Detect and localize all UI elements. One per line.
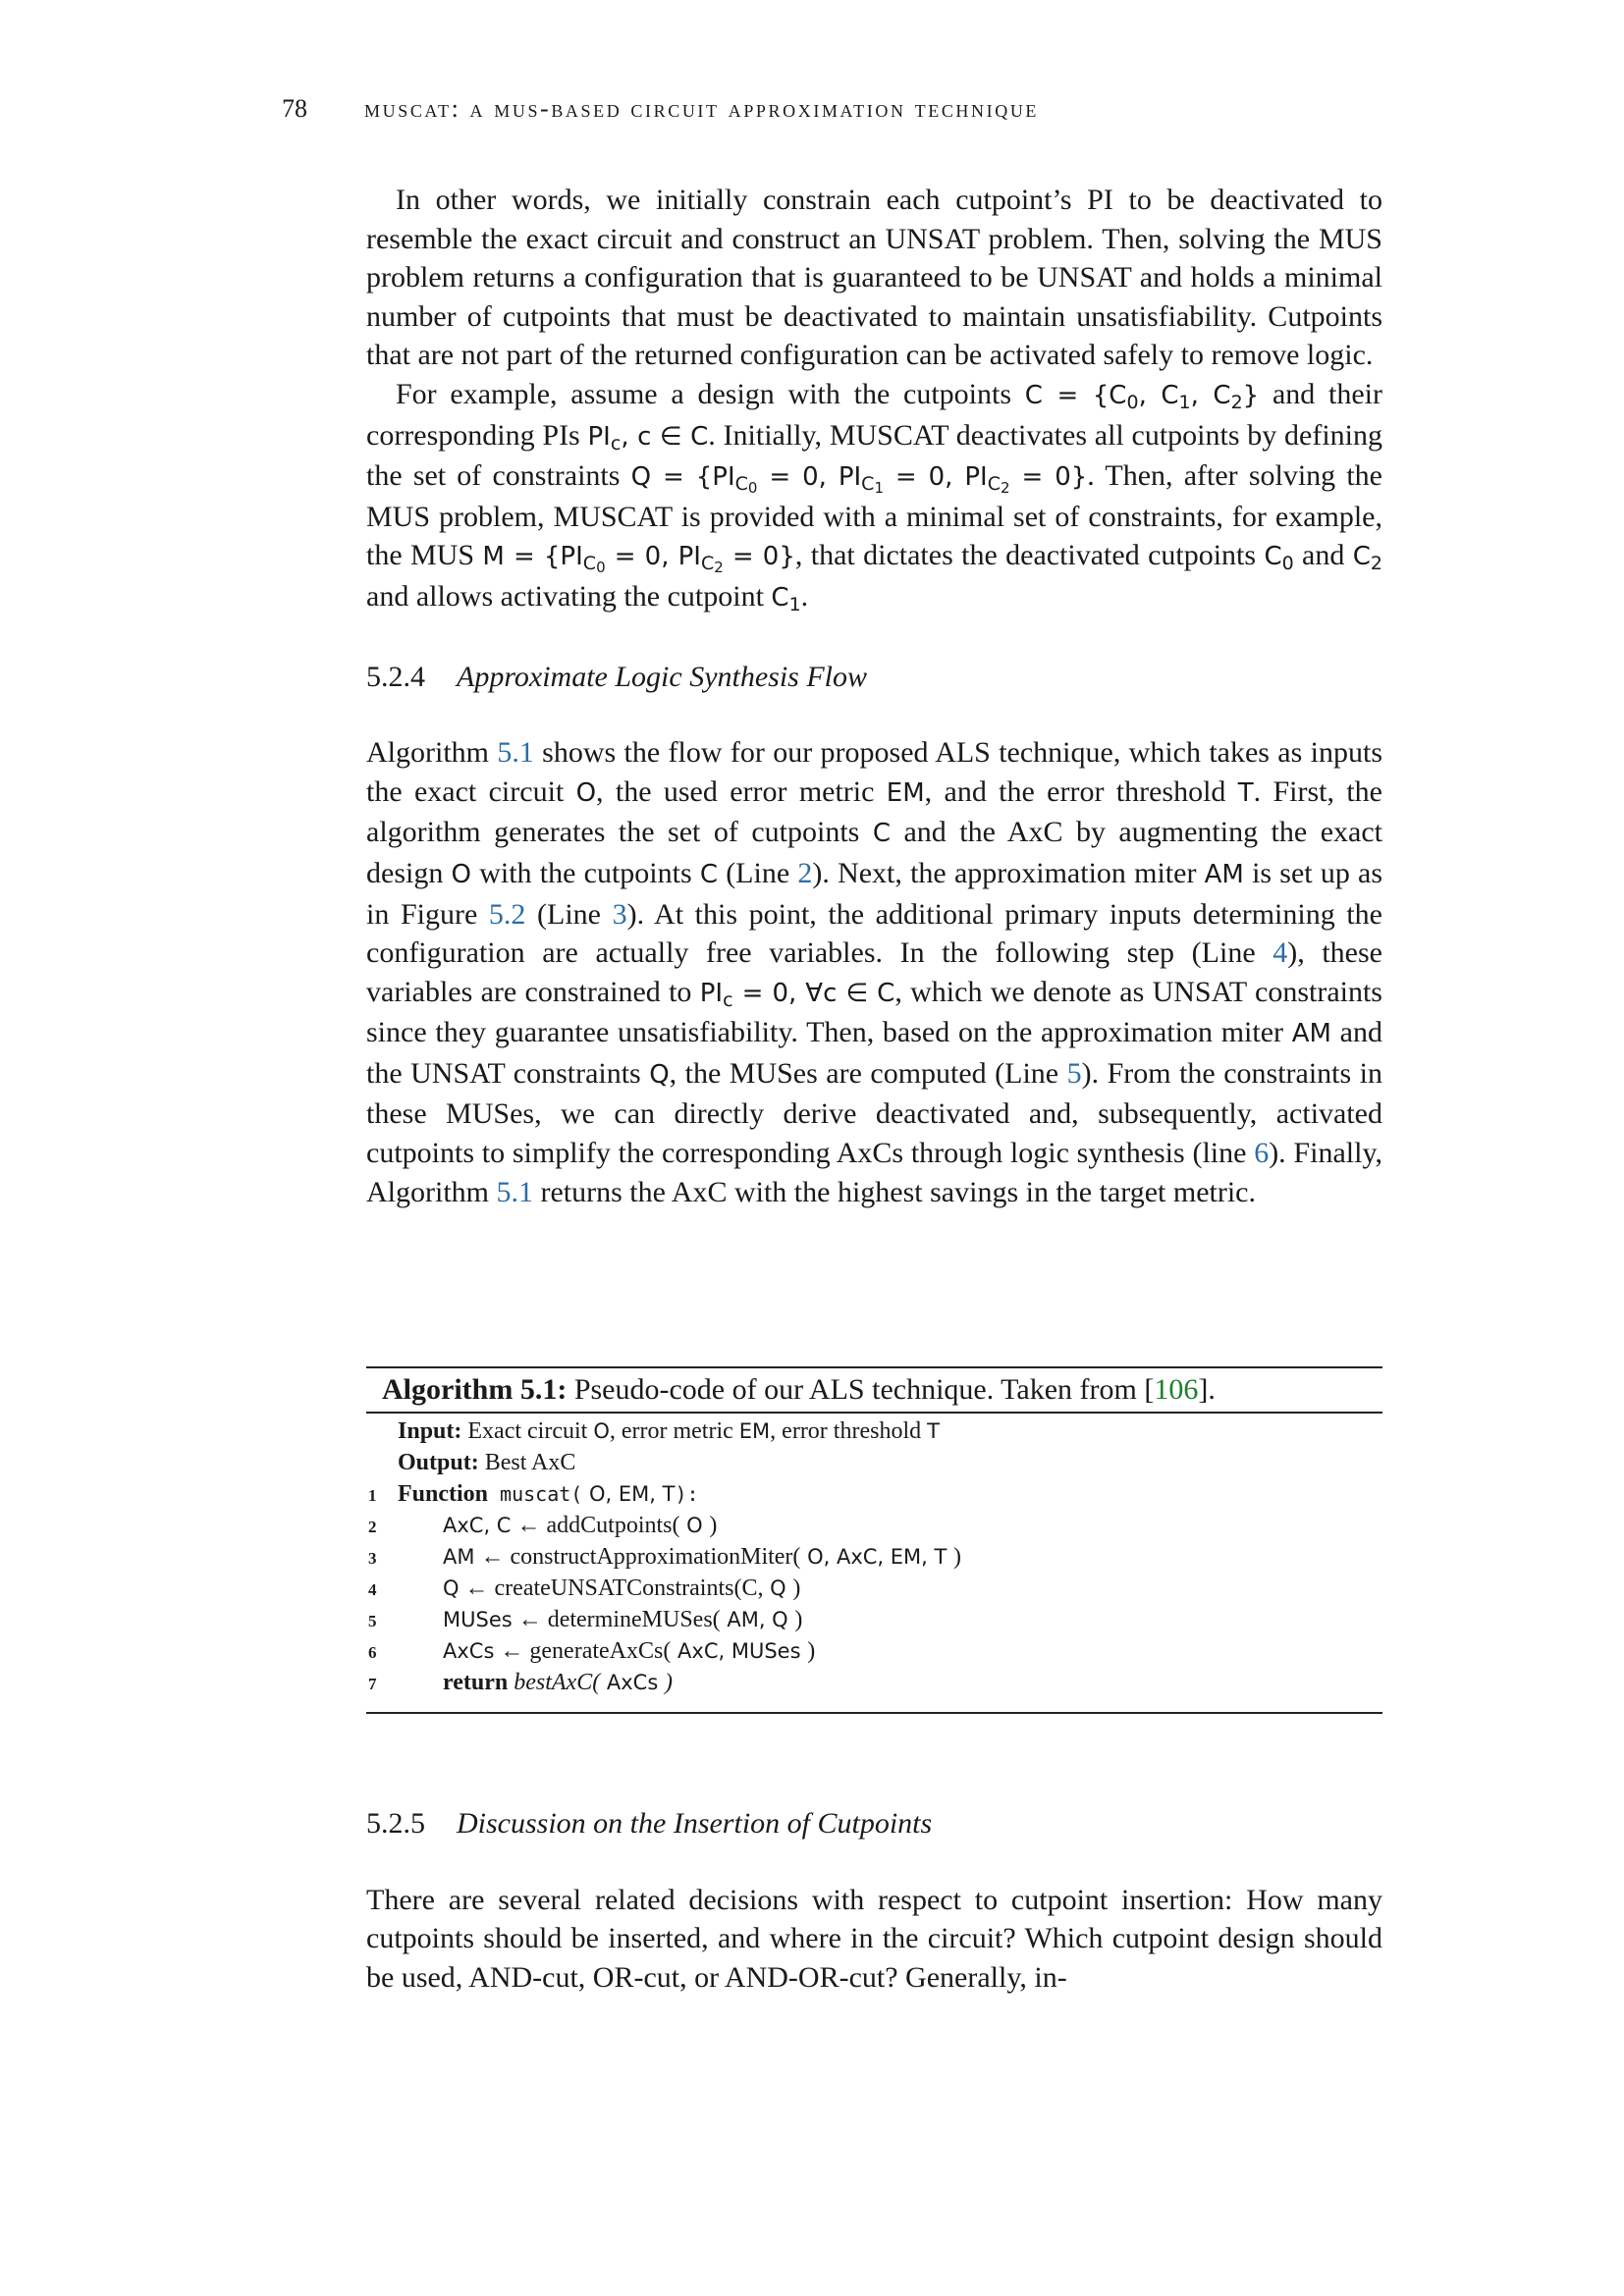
- running-title: muscat: a mus-based circuit approximation technique: [364, 94, 1040, 123]
- algorithm-line: 3 AM ← constructApproximationMiter( O, AxC, EM, T ): [368, 1544, 962, 1570]
- section-heading-5-2-5: [366, 1804, 1382, 1843]
- algorithm-line: 2 AxC, C ← addCutpoints( O ): [368, 1513, 718, 1538]
- algorithm-line: 5 MUSes ← determineMUSes( AM, Q ): [368, 1607, 803, 1632]
- algorithm-ref-link[interactable]: 5.1: [497, 736, 534, 770]
- algorithm-line: 7 return bestAxC( AxCs ): [368, 1670, 673, 1695]
- figure-ref-link[interactable]: 5.2: [488, 897, 526, 931]
- algorithm-box: [366, 1366, 1382, 1714]
- math-constraints-q: $Q = \{PI_{C_0} = 0$, $PI_{C_1} = 0$, $PI_{C_2} = 0$}: [630, 462, 1088, 498]
- section-number: 5.2.4: [366, 660, 425, 693]
- paragraph-1: In other words, we initially constrain each cutpoint’s PI to be deactivated to resemble the exact circuit and construct an UNSAT problem. Then, solving the MUS problem returns a configuration that is guaranteed to be UNSAT and holds a minimal number of cutpoints that must be deactivated to maintain unsatisfiability. Cutpoints that are not part of the returned configuration can be activated safely to remove logic.: [366, 184, 1382, 372]
- math-pis: $PI_c$, c ∈ C: [587, 421, 709, 454]
- page-header: [282, 94, 1381, 124]
- page-number: 78: [282, 94, 307, 123]
- body-text-continued: [366, 1804, 1382, 1997]
- paragraph-4: There are several related decisions with respect to cutpoint insertion: How many cutpoints should be inserted, and where in the circuit? Which cutpoint design should be used, AND-cut, OR-cut, or AND-OR-cut? Generally, in-: [366, 1883, 1382, 1994]
- algorithm-line: 1 Function muscat( O, EM, T):: [368, 1481, 699, 1507]
- section-heading-5-2-4: [366, 658, 1382, 697]
- line-ref-link[interactable]: 4: [1272, 936, 1288, 970]
- body-text: [366, 181, 1382, 1211]
- algorithm-bottom-rule: [366, 1712, 1382, 1714]
- paragraph-2: For example, assume a design with the cutpoints $C = \{C_0$, $C_1$, $C_2$} and their corresponding PIs $PI_c$, c ∈ C. Initially, MUSCAT deactivates all cutpoints by defining the set of constraints $Q = \{PI_{C_0} = 0$, $PI_{C_1} = 0$, $PI_{C_2} = 0$}. Then, after solving the MUS problem, MUSCAT is provided with a minimal set of constraints, for example, the MUS $M = \{PI_{C_0} = 0$, $PI_{C_2} = 0$}, that dictates the deactivated cutpoints $C_0$ and $C_2$ and allows activating the cutpoint $C_1$.: [366, 377, 1383, 615]
- algorithm-ref-link[interactable]: 5.1: [496, 1175, 533, 1208]
- line-ref-link[interactable]: 5: [1066, 1056, 1082, 1090]
- section-title: Discussion on the Insertion of Cutpoints: [457, 1807, 933, 1840]
- section-number: 5.2.5: [366, 1807, 425, 1840]
- algorithm-body: [366, 1414, 1382, 1712]
- algorithm-output: Output: Best AxC: [398, 1450, 576, 1475]
- algorithm-line: 6 AxCs ← generateAxCs( AxC, MUSes ): [368, 1638, 816, 1664]
- line-ref-link[interactable]: 2: [797, 856, 813, 889]
- citation-link[interactable]: 106: [1154, 1373, 1199, 1406]
- algorithm-caption: Algorithm 5.1: Pseudo-code of our ALS technique. Taken from [106].: [366, 1368, 1382, 1414]
- section-title: Approximate Logic Synthesis Flow: [457, 660, 868, 693]
- math-mus-m: $M = \{PI_{C_0} = 0$, $PI_{C_2} = 0$}: [482, 542, 795, 577]
- math-cutpoint-set: $C = \{C_0$, $C_1$, $C_2$}: [1024, 380, 1260, 413]
- line-ref-link[interactable]: 3: [612, 897, 627, 931]
- paragraph-3: Algorithm 5.1 shows the flow for our proposed ALS technique, which takes as inputs the exact circuit O, the used error metric EM, and the error threshold T. First, the algorithm generates the set of cutpoints C and the AxC by augmenting the exact design O with the cutpoints C (Line 2). Next, the approximation miter AM is set up as in Figure 5.2 (Line 3). At this point, the additional primary inputs determining the configuration are actually free variables. In the following step (Line 4), these variables are constrained to $PI_c = 0$, ∀c ∈ C, which we denote as UNSAT constraints since they guarantee unsatisfiability. Then, based on the approximation miter AM and the UNSAT constraints Q, the MUSes are computed (Line 5). From the constraints in these MUSes, we can directly derive deactivated and, subsequently, activated cutpoints to simplify the corresponding AxCs through logic synthesis (line 6). Finally, Algorithm 5.1 returns the AxC with the highest savings in the target metric.: [366, 736, 1383, 1208]
- line-ref-link[interactable]: 6: [1254, 1137, 1270, 1170]
- algorithm-input: Input: Exact circuit O, error metric EM, error threshold T: [398, 1418, 940, 1444]
- algorithm-line: 4 Q ← createUNSATConstraints(C, Q ): [368, 1575, 801, 1601]
